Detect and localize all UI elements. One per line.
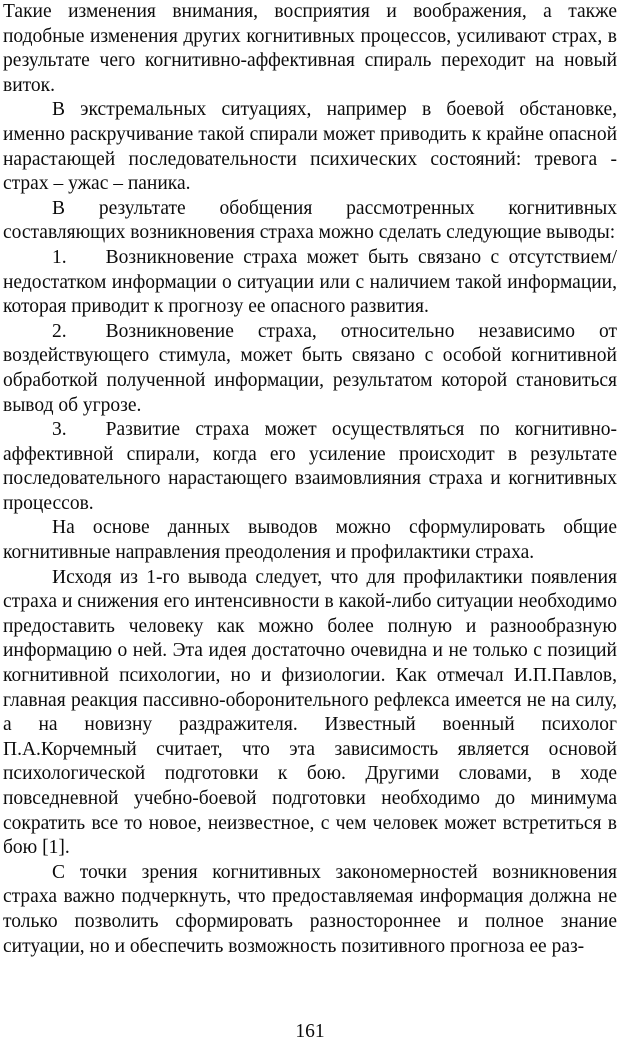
paragraph: Исходя из 1-го вывода следует, что для профилактики появления страха и снижения его интенсивности в какой-либо ситуации необходимо предоставить человеку как можно более полную и разнообразную информацию о ней. Эта идея достаточно очевидна и не только с позиций когнитивной психологии, но и физиологии. Как отмечал И.П.Павлов, главная реакция пассивно-оборонительного рефлекса имеется не на силу, а на новизну раздражителя. Известный военный психолог П.А.Корчемный считает, что эта зависимость является основой психологической подготовки к бою. Другими словами, в ходе повседневной учебно-боевой подготовки необходимо до минимума сократить все то новое, неизвестное, с чем человек может встретиться в бою [1]. <box>3 566 617 859</box>
numbered-conclusion-1: 1. Возникновение страха может быть связано с отсутствием/недостатком информации о ситуации или с наличием такой информации, которая приводит к прогнозу ее опасного развития. <box>3 246 617 318</box>
paragraph: Такие изменения внимания, восприятия и воображения, а также подобные изменения других когнитивных процессов, усиливают страх, в результате чего когнитивно-аффективная спираль переходит на новый виток. <box>3 1 617 96</box>
numbered-conclusion-3: 3. Развитие страха может осуществляться по когнитивно-аффективной спирали, когда его усиление происходит в результате последовательного нарастающего взаимовлияния страха и когнитивных процессов. <box>3 419 617 514</box>
page-body-text <box>3 0 617 959</box>
numbered-conclusion-2: 2. Возникновение страха, относительно независимо от воздействующего стимула, может быть связано с особой когнитивной обработкой полученной информации, результатом которой становиться вывод об угрозе. <box>3 320 617 416</box>
paragraph: В результате обобщения рассмотренных когнитивных составляющих возникновения страха можно сделать следующие выводы: <box>3 197 617 244</box>
paragraph: На основе данных выводов можно сформулировать общие когнитивные направления преодоления и профилактики страха. <box>3 517 617 564</box>
paragraph: С точки зрения когнитивных закономерностей возникновения страха важно подчеркнуть, что предоставляемая информация должна не только позволить сформировать разностороннее и полное знание ситуации, но и обеспечить возможность позитивного прогноза ее раз- <box>3 861 617 957</box>
paragraph: В экстремальных ситуациях, например в боевой обстановке, именно раскручивание такой спирали может приводить к крайне опасной нарастающей последовательности психических состояний: тревога - страх – ужас – паника. <box>3 99 617 195</box>
page-number: 161 <box>295 1021 325 1042</box>
